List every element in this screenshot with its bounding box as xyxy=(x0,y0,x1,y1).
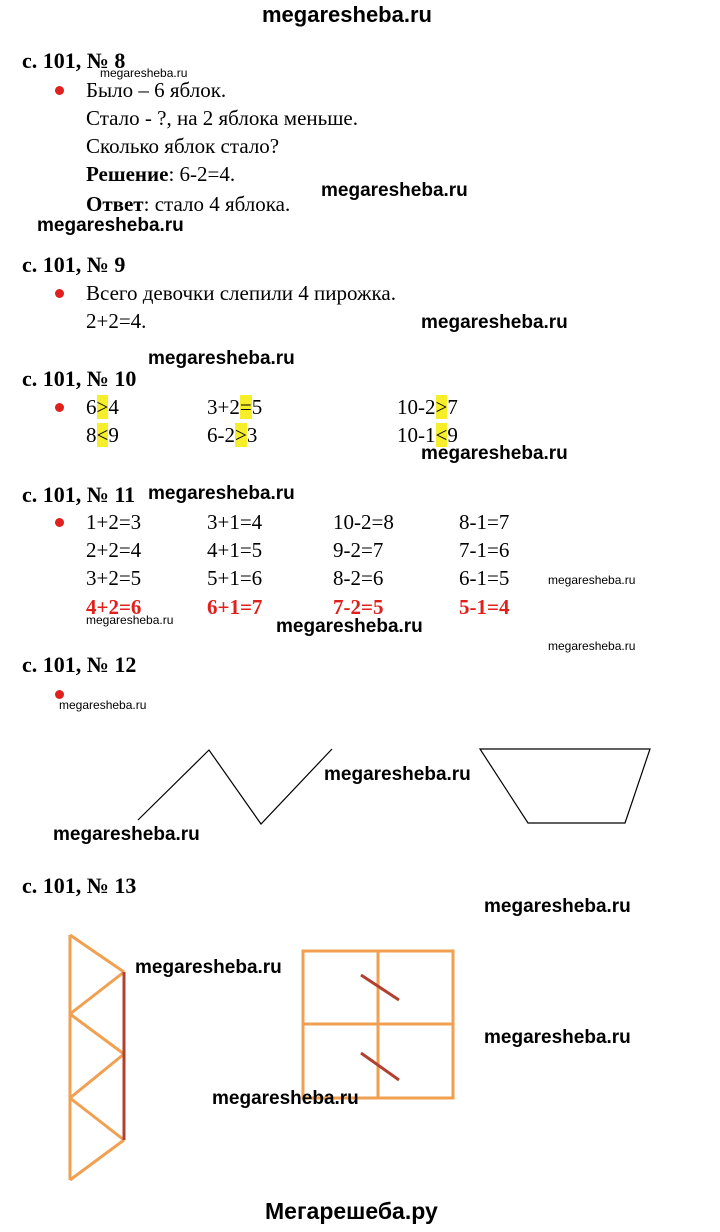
equation: 4+1=5 xyxy=(207,538,263,562)
stick xyxy=(70,972,124,1014)
zigzag-line xyxy=(138,749,332,824)
stick-removed-mark xyxy=(361,1053,399,1080)
equation: 7-1=6 xyxy=(459,538,510,562)
squares-figure xyxy=(303,951,453,1098)
stick xyxy=(70,1140,124,1180)
stick xyxy=(70,1054,124,1098)
answer-label: Ответ xyxy=(86,192,144,216)
equation: 3+1=4 xyxy=(207,510,263,534)
watermark-small: megaresheba.ru xyxy=(100,66,188,80)
equation: 8-2=6 xyxy=(333,566,384,590)
equation: 9-2=7 xyxy=(333,538,384,562)
watermark: megaresheba.ru xyxy=(421,443,568,464)
equation: 3+2=5 xyxy=(86,566,142,590)
watermark: megaresheba.ru xyxy=(148,348,295,369)
trapezoid xyxy=(480,749,650,823)
watermark-small: megaresheba.ru xyxy=(548,639,636,653)
stick-removed-mark xyxy=(361,975,399,1000)
equation: 8-1=7 xyxy=(459,510,510,534)
task9-line2: 2+2=4. xyxy=(86,309,147,333)
comparison: 8<9 xyxy=(86,423,119,447)
watermark-top: megaresheba.ru xyxy=(262,2,432,27)
task9-heading: с. 101, № 9 xyxy=(22,252,126,277)
task10-heading: с. 101, № 10 xyxy=(22,366,137,391)
equation: 2+2=4 xyxy=(86,538,142,562)
task13-heading: с. 101, № 13 xyxy=(22,873,137,898)
watermark: megaresheba.ru xyxy=(484,1027,631,1048)
stick xyxy=(70,935,124,972)
task8-line2: Стало - ?, на 2 яблока меньше. xyxy=(86,106,358,130)
solution-label: Решение xyxy=(86,162,169,186)
answer-equation: 6+1=7 xyxy=(207,595,263,619)
task8-line1: Было – 6 яблок. xyxy=(86,78,227,102)
watermark: megaresheba.ru xyxy=(321,180,468,201)
watermark: megaresheba.ru xyxy=(53,824,200,845)
watermark: megaresheba.ru xyxy=(484,896,631,917)
comparison: 6-2>3 xyxy=(207,423,258,447)
watermark-small: megaresheba.ru xyxy=(59,698,147,712)
task9-line1: Всего девочки слепили 4 пирожка. xyxy=(86,281,396,305)
comparison: 3+2=5 xyxy=(207,395,263,419)
stick xyxy=(70,1098,124,1140)
watermark: megaresheba.ru xyxy=(37,215,184,236)
task11-heading: с. 101, № 11 xyxy=(22,482,136,507)
equation: 5+1=6 xyxy=(207,566,263,590)
equation: 6-1=5 xyxy=(459,566,510,590)
stick xyxy=(70,1014,124,1054)
comparison: 10-1<9 xyxy=(397,423,458,447)
answer-text: : стало 4 яблока. xyxy=(143,192,291,216)
answer-equation: 5-1=4 xyxy=(459,595,510,619)
watermark-small: megaresheba.ru xyxy=(86,613,174,627)
triangles-figure xyxy=(70,935,124,1180)
equation: 1+2=3 xyxy=(86,510,142,534)
watermark: megaresheba.ru xyxy=(421,312,568,333)
footer-watermark: Мегарешеба.ру xyxy=(265,1198,438,1224)
comparison: 6>4 xyxy=(86,395,119,419)
solution-text: : 6-2=4. xyxy=(168,162,236,186)
watermark-small: megaresheba.ru xyxy=(548,573,636,587)
equation: 10-2=8 xyxy=(333,510,394,534)
task8-line3: Сколько яблок стало? xyxy=(86,134,280,158)
comparison: 10-2>7 xyxy=(397,395,458,419)
watermark: megaresheba.ru xyxy=(324,764,471,785)
watermark: megaresheba.ru xyxy=(212,1088,359,1109)
watermark: megaresheba.ru xyxy=(276,616,423,637)
watermark: megaresheba.ru xyxy=(148,483,295,504)
task12-heading: с. 101, № 12 xyxy=(22,652,137,677)
task8-heading: с. 101, № 8 xyxy=(22,48,126,73)
watermark: megaresheba.ru xyxy=(135,957,282,978)
answer-equation: 7-2=5 xyxy=(333,595,384,619)
answer-equation: 4+2=6 xyxy=(86,595,142,619)
